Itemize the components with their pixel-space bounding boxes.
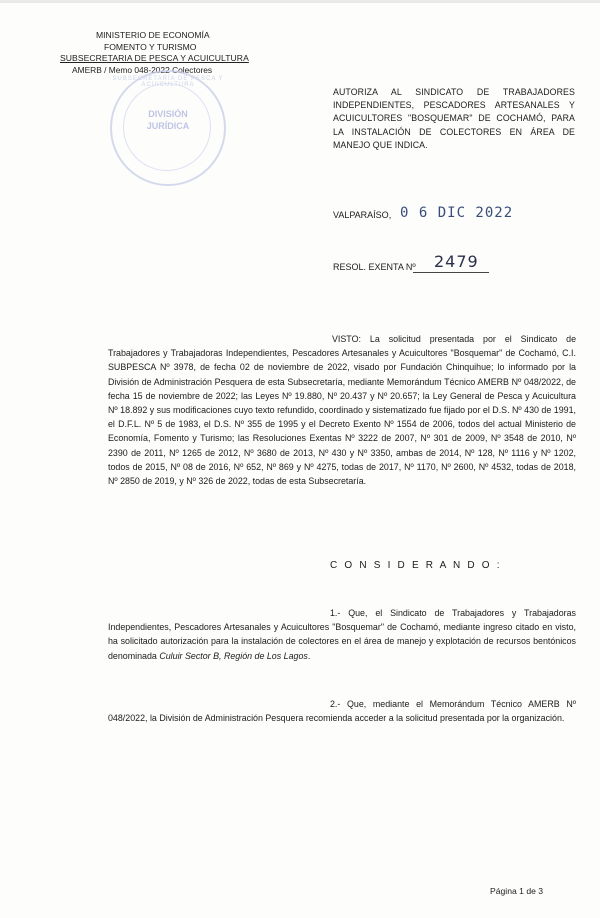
place-label: VALPARAÍSO, [333, 210, 392, 220]
letterhead-ministry-sub: FOMENTO Y TURISMO [104, 41, 197, 52]
visto-text: La solicitud presentada por el Sindicato de Trabajadores y Trabajadoras Independientes, Pescadores Artesanales y Acuicultores "Bosquemar" de Cochamó, C.I. SUBPESCA Nº 3978, de fecha 02 de noviembre de 2022, visado por Fundación Chinquihue; lo informado por la División de Administración Pesquera de esta Subsecretaría, mediante Memorándum Técnico AMERB Nº 048/2022, de fecha 15 de noviembre de 2022; las Leyes Nº 19.880, Nº 20.437 y Nº 20.657; la Ley General de Pesca y Acuicultura Nº 18.892 y sus modificaciones cuyo texto refundido, coordinado y sistematizado fue fijado por el D.S. Nº 430 de 1991, el D.F.L. Nº 5 de 1983, el D.S. Nº 355 de 1995 y el Decreto Exento Nº 1554 de 2006, todos del actual Ministerio de Economía, Fomento y Turismo; las Resoluciones Exentas Nº 3222 de 2007, Nº 301 de 2009, Nº 3548 de 2010, Nº 2390 de 2011, Nº 1265 de 2012, Nº 3680 de 2013, Nº 430 y Nº 3350, ambas de 2014, Nº 128, Nº 1116 y Nº 1202, todos de 2015, Nº 08 de 2016, Nº 652, Nº 869 y Nº 4275, todas de 2017, Nº 1170, Nº 2600, Nº 4532, todas de 2018, Nº 2850 de 2019, y Nº 326 de 2022, todas de esta Subsecretaría. [108, 334, 576, 487]
resolution-subject: AUTORIZA AL SINDICATO DE TRABAJADORES INDEPENDIENTES, PESCADORES ARTESANALES Y ACUICULTORES "BOSQUEMAR" DE COCHAMÓ, PARA LA INSTALACIÓN DE COLECTORES EN ÁREA DE MANEJO QUE INDICA. [333, 87, 575, 150]
division-juridica-seal [110, 70, 226, 186]
page-number: Página 1 de 3 [490, 886, 544, 896]
letterhead [60, 30, 290, 76]
scan-edge [0, 0, 600, 3]
date-stamp: 0 6 DIC 2022 [400, 205, 514, 221]
para1-area-name: Culuir Sector B, Región de Los Lagos [159, 650, 308, 661]
considerando-paragraph-1 [108, 606, 576, 663]
seal-line-2: JURÍDICA [146, 121, 190, 131]
visto-label: VISTO: [332, 334, 361, 344]
resolution-number: 2479 [434, 252, 479, 271]
letterhead-subsecretaria: SUBSECRETARIA DE PESCA Y ACUICULTURA [60, 53, 249, 64]
resolution-label: RESOL. EXENTA Nº [333, 262, 416, 272]
resolution-number-line [413, 272, 489, 273]
seal-text [112, 108, 224, 132]
para1-end: . [307, 650, 311, 661]
seal-ring-text: SUBSECRETARÍA DE PESCA Y ACUICULTURA [112, 76, 224, 88]
letterhead-reference: AMERB / Memo 048-2022 Colectores [72, 64, 213, 75]
considerando-paragraph-2: 2.- Que, mediante el Memorándum Técnico AMERB Nº 048/2022, la División de Administración Pesquera recomienda acceder a la solicitud presentada por la organización. [108, 699, 576, 724]
letterhead-ministry: MINISTERIO DE ECONOMÍA [96, 30, 210, 40]
seal-line-1: DIVISIÓN [148, 109, 188, 119]
considerando-heading: C O N S I D E R A N D O : [330, 560, 502, 571]
visto-paragraph [108, 332, 576, 488]
para1-text: 1.- Que, el Sindicato de Trabajadores y Trabajadoras Independientes, Pescadores Artesanales y Acuicultores "Bosquemar" de Cochamó, mediante ingreso citado en visto, ha solicitado autorización para la instalación de colectores en el área de manejo y explotación de recursos bentónicos denominada [108, 608, 576, 661]
